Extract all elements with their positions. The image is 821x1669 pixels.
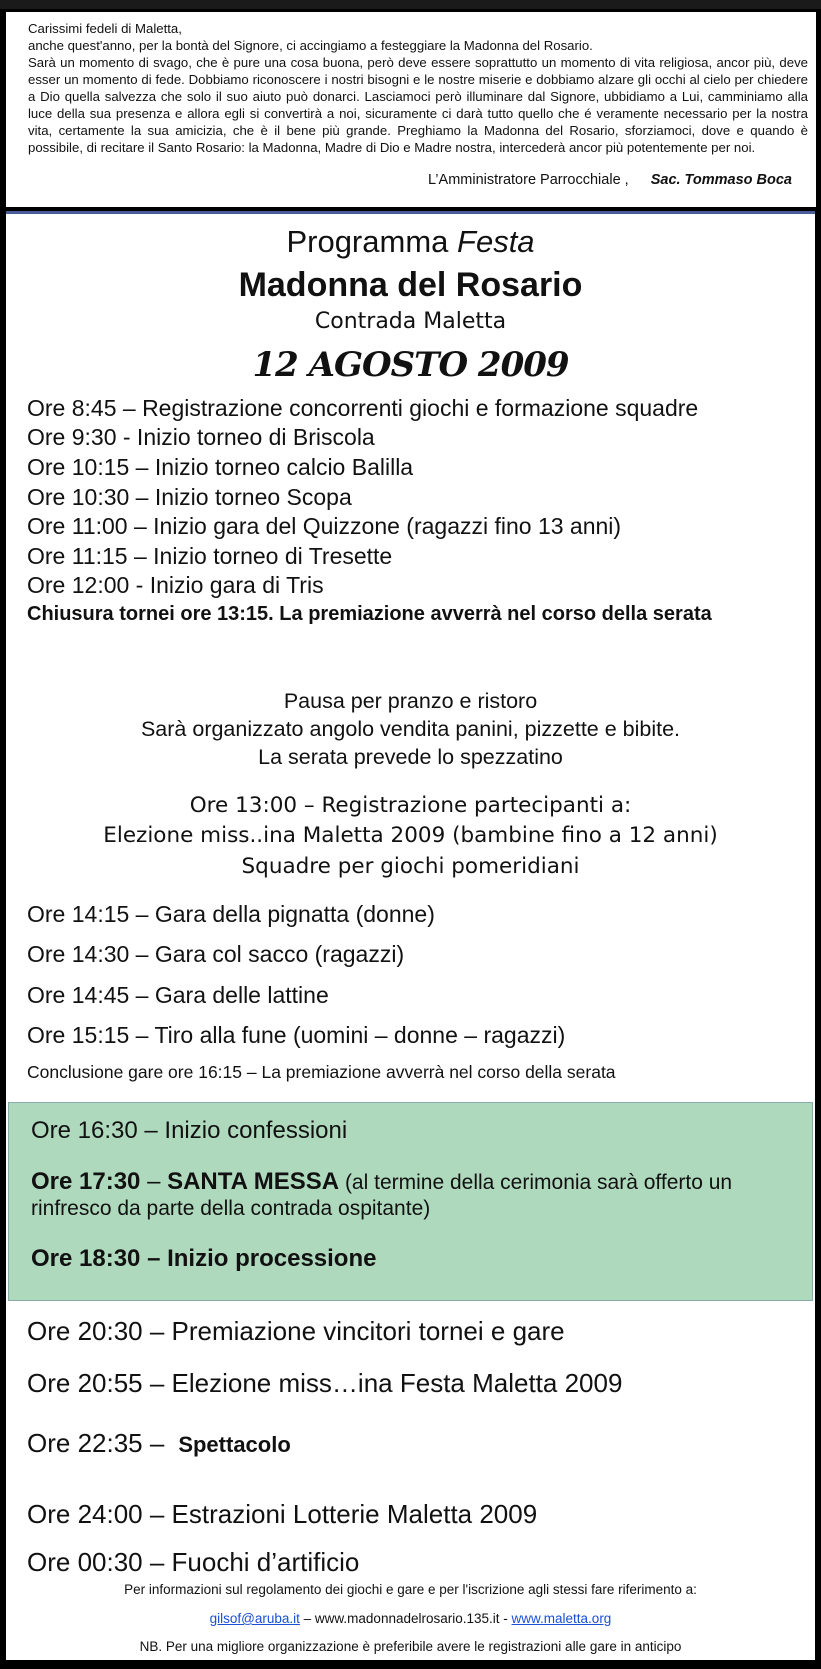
lunch-break-line: Sarà organizzato angolo vendita panini, pizzette e bibite. bbox=[140, 717, 681, 741]
processione-item: Ore 18:30 – Inizio processione bbox=[31, 1245, 377, 1272]
top-border bbox=[0, 0, 821, 9]
footer-note: NB. Per una migliore organizzazione è preferibile avere le registrazioni alle gare in anticipo bbox=[139, 1639, 682, 1654]
letter-greeting: Carissimi fedeli di Maletta, bbox=[28, 21, 182, 36]
morning-closing-note: Chiusura tornei ore 13:15. La premiazione avverrà nel corso della serata bbox=[27, 603, 712, 625]
spettacolo-label: Spettacolo bbox=[178, 1432, 291, 1457]
schedule-item: Ore 9:30 - Inizio torneo di Briscola bbox=[27, 424, 375, 450]
schedule-item: Ore 14:45 – Gara delle lattine bbox=[27, 982, 329, 1008]
evening-item: Ore 24:00 – Estrazioni Lotterie Maletta 2009 bbox=[27, 1499, 538, 1529]
religious-events-box bbox=[8, 1102, 813, 1301]
event-program bbox=[6, 211, 815, 1660]
messa-time: Ore 17:30 bbox=[31, 1168, 141, 1195]
evening-item-spettacolo bbox=[27, 1428, 291, 1459]
schedule-item: Ore 12:00 - Inizio gara di Tris bbox=[27, 572, 324, 598]
schedule-item: Ore 11:00 – Inizio gara del Quizzone (ragazzi fino 13 anni) bbox=[27, 513, 622, 539]
pastor-letter bbox=[6, 12, 816, 207]
messa-dash: – bbox=[140, 1168, 168, 1195]
registration-line: Elezione miss..ina Maletta 2009 (bambine fino a 12 anni) bbox=[103, 823, 718, 848]
footer-info: Per informazioni sul regolamento dei giochi e gare e per l'iscrizione agli stessi fare riferimento a: bbox=[124, 1582, 697, 1597]
maletta-link[interactable]: www.maletta.org bbox=[511, 1611, 612, 1626]
programma-label: Programma bbox=[286, 224, 449, 259]
evening-item: Ore 00:30 – Fuochi d’artificio bbox=[27, 1547, 360, 1577]
festa-label: Festa bbox=[457, 224, 535, 259]
schedule-item: Ore 14:15 – Gara della pignatta (donne) bbox=[27, 901, 435, 927]
registration-line: Ore 13:00 – Registrazione partecipanti a: bbox=[189, 793, 632, 818]
schedule-item: Ore 15:15 – Tiro alla fune (uomini – donne – ragazzi) bbox=[27, 1022, 566, 1048]
footer-links bbox=[6, 1611, 815, 1626]
letter-body bbox=[28, 20, 808, 156]
afternoon-closing-note: Conclusione gare ore 16:15 – La premiazione avverrà nel corso della serata bbox=[27, 1062, 616, 1082]
email-link[interactable]: gilsof@aruba.it bbox=[209, 1611, 300, 1626]
confessioni-item: Ore 16:30 – Inizio confessioni bbox=[31, 1117, 348, 1144]
spettacolo-time: Ore 22:35 – bbox=[27, 1428, 165, 1458]
letter-signature bbox=[428, 172, 792, 188]
schedule-item: Ore 8:45 – Registrazione concorrenti giochi e formazione squadre bbox=[27, 395, 699, 421]
signature-name: Sac. Tommaso Boca bbox=[650, 172, 792, 188]
santa-messa-item bbox=[31, 1169, 791, 1222]
lunch-break-line: Pausa per pranzo e ristoro bbox=[283, 689, 538, 713]
page-title: Madonna del Rosario bbox=[238, 266, 583, 304]
letter-paragraph: Sarà un momento di svago, che è pure una cosa buona, però deve essere soprattutto un momento di vita religiosa, ancor più, deve esser un momento di fede. Dobbiamo riconoscere i nostri bisogni e le nostre miserie e dobbiamo alzare gli occhi al cielo per chiedere a Dio quella salvezza che solo il suo aiuto può donarci. Lasciamoci però illuminare dal Signore, ubbidiamo a Lui, camminiamo alla luce della sua presenza e allora egli si convertirà a noi, sicuramente ci darà tutto quello che é veramente necessario per la nostra vita, certamente la sua amicizia, che è il bene più grande. Preghiamo la Madonna del Rosario, sforziamoci, dove e quando è possibile, di recitare il Santo Rosario: la Madonna, Madre di Dio e Madre nostra, intercederà ancor più potentemente per noi. bbox=[28, 55, 808, 155]
evening-item: Ore 20:55 – Elezione miss…ina Festa Maletta 2009 bbox=[27, 1368, 623, 1398]
schedule-item: Ore 11:15 – Inizio torneo di Tresette bbox=[27, 543, 393, 569]
schedule-item: Ore 10:15 – Inizio torneo calcio Balilla bbox=[27, 454, 414, 480]
evening-item: Ore 20:30 – Premiazione vincitori tornei e gare bbox=[27, 1316, 565, 1346]
event-date: 12 AGOSTO 2009 bbox=[252, 345, 569, 385]
schedule-item: Ore 10:30 – Inizio torneo Scopa bbox=[27, 484, 352, 510]
messa-note: (al termine della cerimonia sarà offerto un rinfresco da parte della contrada ospitante) bbox=[31, 1171, 733, 1220]
lunch-break-line: La serata prevede lo spezzatino bbox=[258, 745, 563, 769]
signature-role: L’Amministratore Parrocchiale , bbox=[428, 172, 629, 188]
letter-intro: anche quest'anno, per la bontà del Signore, ci accingiamo a festeggiare la Madonna del Rosario. bbox=[28, 38, 593, 53]
schedule-item: Ore 14:30 – Gara col sacco (ragazzi) bbox=[27, 941, 405, 967]
program-heading bbox=[6, 224, 815, 260]
contrada-subtitle: Contrada Maletta bbox=[314, 309, 507, 334]
registration-line: Squadre per giochi pomeridiani bbox=[241, 854, 580, 879]
messa-label: SANTA MESSA bbox=[167, 1168, 340, 1195]
footer-site-text: – www.madonnadelrosario.135.it - bbox=[299, 1611, 512, 1626]
